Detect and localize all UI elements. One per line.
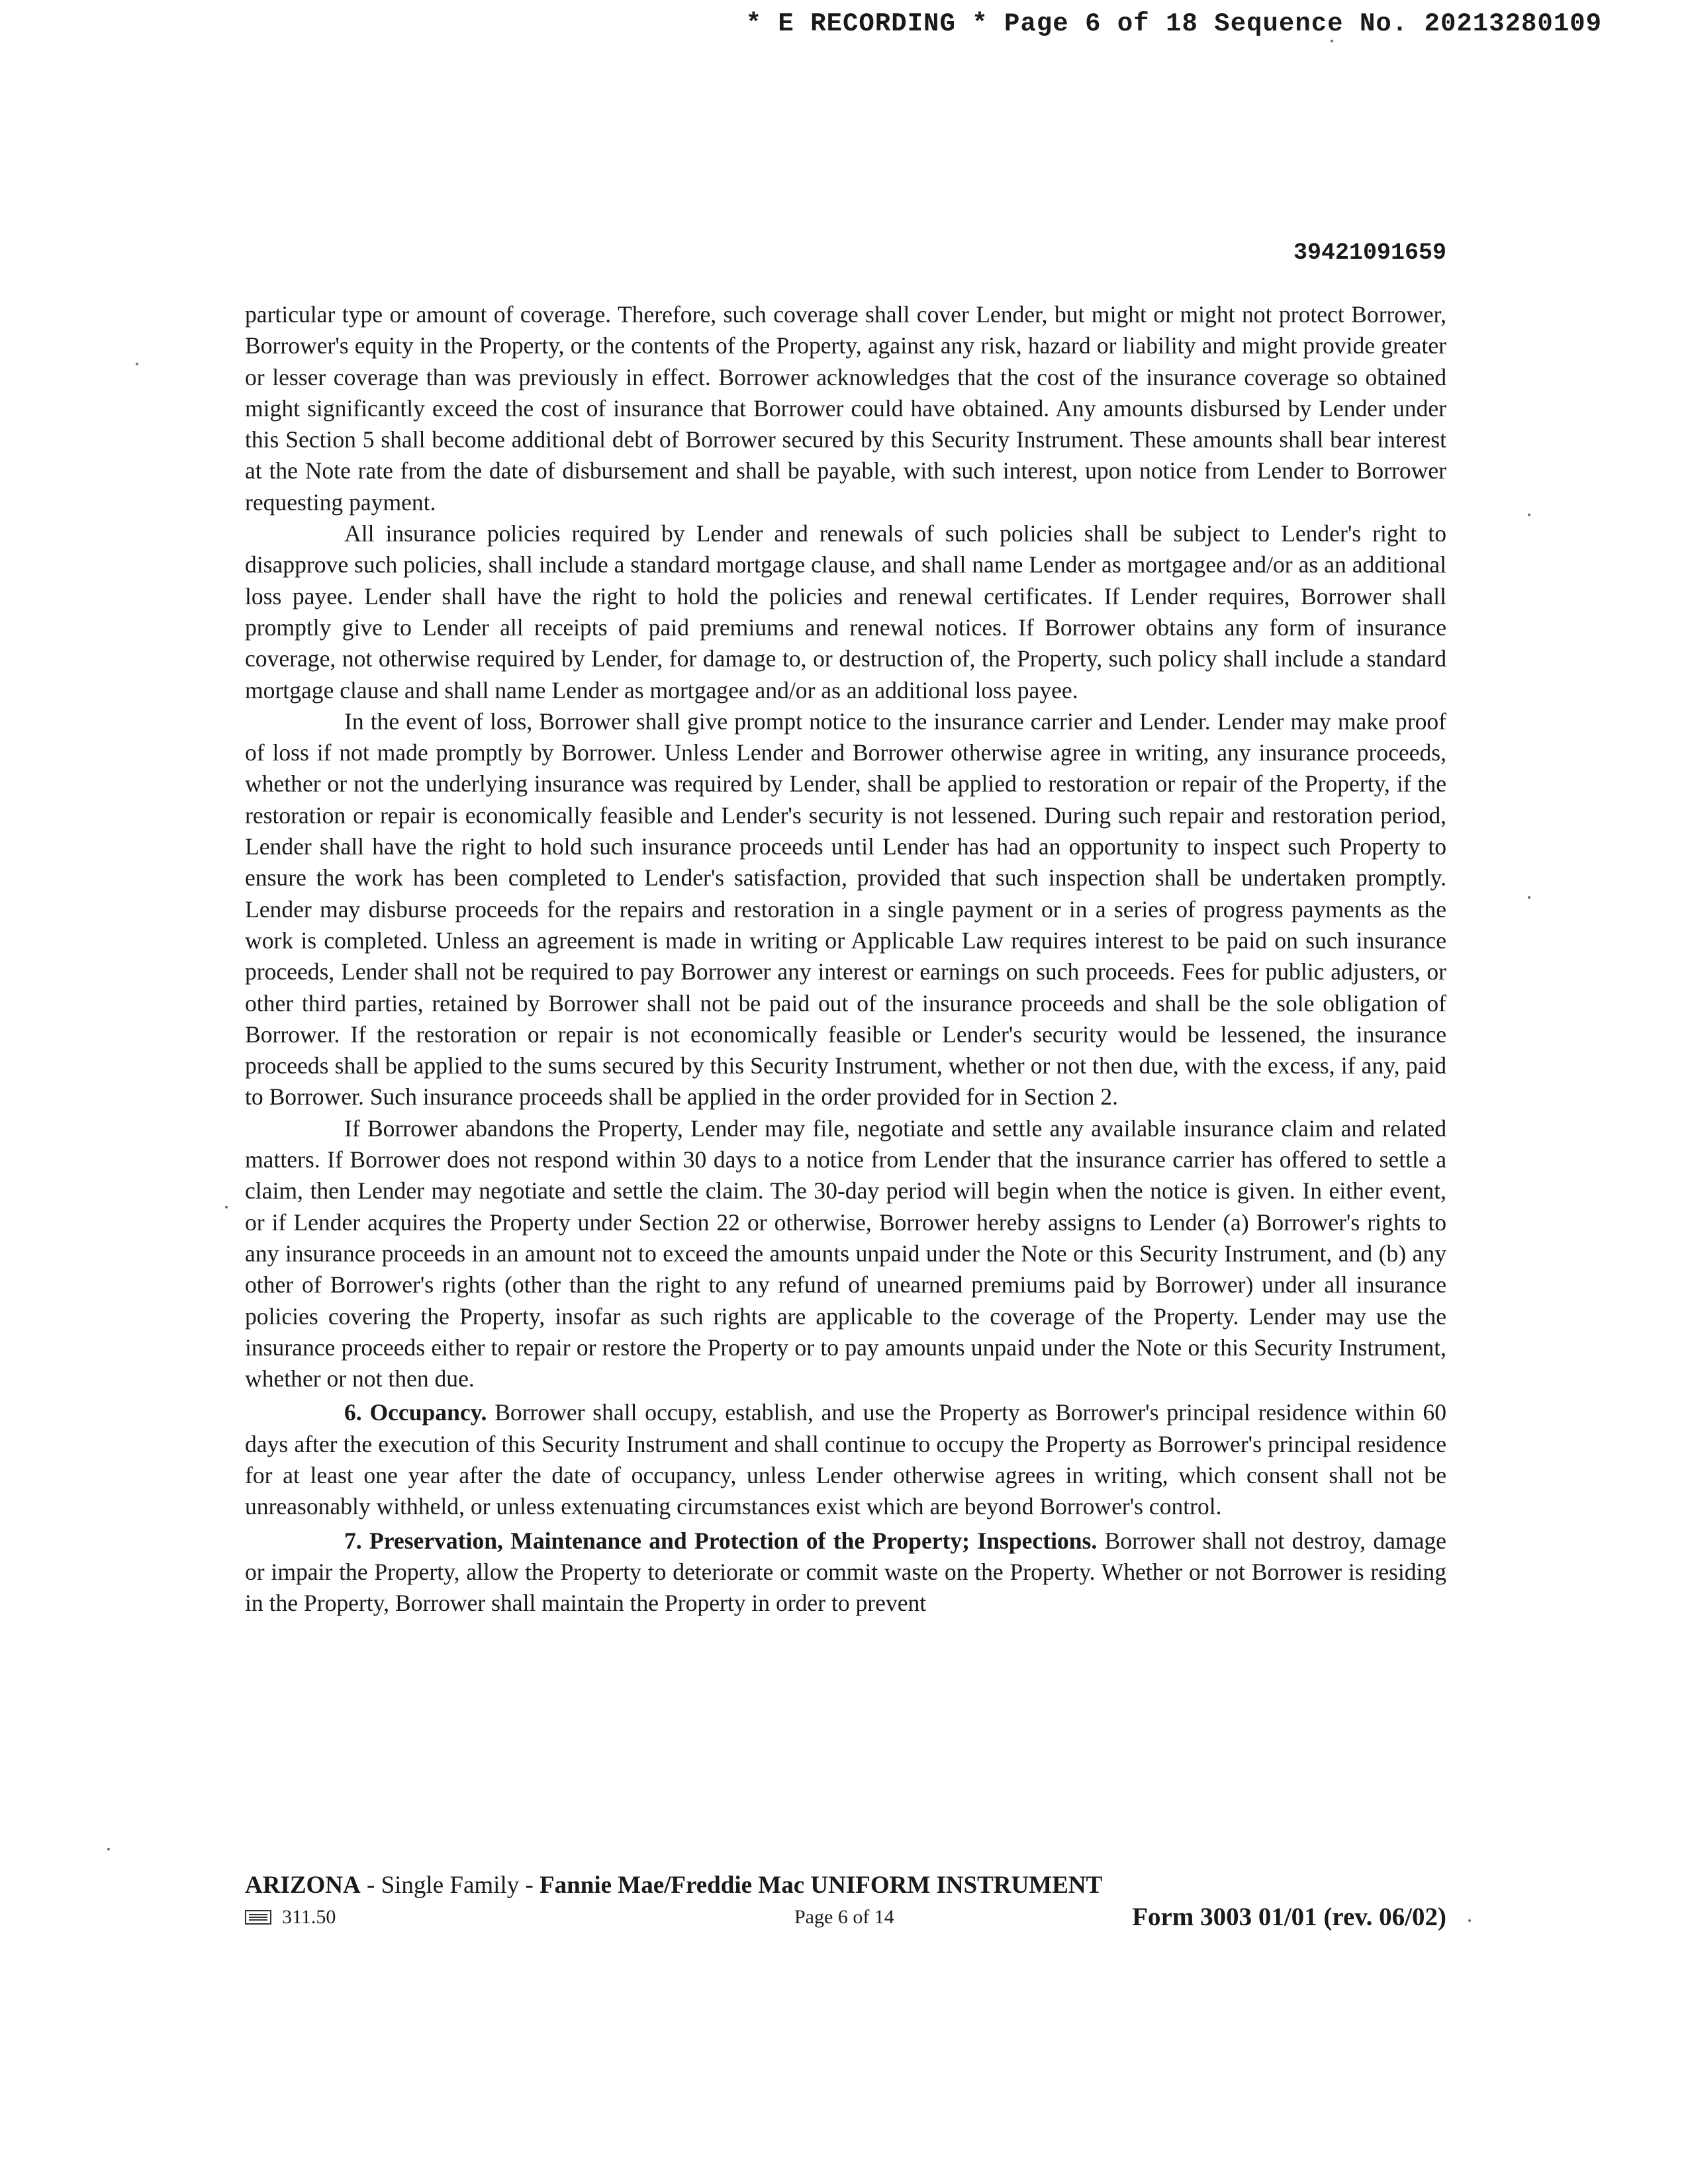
- footer-separator: -: [360, 1872, 381, 1899]
- footer-instrument: Fannie Mae/Freddie Mac UNIFORM INSTRUMENT: [539, 1872, 1103, 1899]
- footer-state: ARIZONA: [245, 1872, 361, 1899]
- footer-family: Single Family: [381, 1872, 520, 1899]
- ellie-mae-logo-icon: [245, 1909, 271, 1925]
- section-6-heading: 6. Occupancy.: [344, 1399, 487, 1426]
- paragraph-abandonment: If Borrower abandons the Property, Lender may file, negotiate and settle any available insurance claim and related matters. If Borrower does not respond within 30 days to a notice from Lender that the insurance carrier has offered to settle a claim, then Lender may negotiate and settle the claim. The 30-day period will begin when the notice is given. In either event, or if Lender acquires the Property under Section 22 or otherwise, Borrower hereby assigns to Lender (a) Borrower's rights to any insurance proceeds in an amount not to exceed the amounts unpaid under the Note or this Security Instrument, and (b) any other of Borrower's rights (other than the right to any refund of unearned premiums paid by Borrower) under all insurance policies covering the Property, insofar as such rights are applicable to the coverage of the Property. Lender may use the insurance proceeds either to repair or restore the Property or to pay amounts unpaid under the Note or this Security Instrument, whether or not then due.: [245, 1115, 1446, 1392]
- section-6-text: Borrower shall occupy, establish, and use the Property as Borrower's principal residence within 60 days after the execution of this Security Instrument and shall continue to occupy the Property as Borrower's principal residence for at least one year after the date of occupancy, unless Lender otherwise agrees in writing, which consent shall not be unreasonably withheld, or unless extenuating circumstances exist which are beyond Borrower's control.: [245, 1399, 1446, 1520]
- paragraph-event-of-loss: In the event of loss, Borrower shall give prompt notice to the insurance carrier and Lender. Lender may make proof of loss if not made promptly by Borrower. Unless Lender and Borrower otherwise agree in writing, any insurance proceeds, whether or not the underlying insurance was required by Lender, shall be applied to restoration or repair of the Property, if the restoration or repair is economically feasible and Lender's security is not lessened. During such repair and restoration period, Lender shall have the right to hold such insurance proceeds until Lender has had an opportunity to inspect such Property to ensure the work has been completed to Lender's satisfaction, provided that such inspection shall be undertaken promptly. Lender may disburse proceeds for the repairs and restoration in a single payment or in a series of progress payments as the work is completed. Unless an agreement is made in writing or Applicable Law requires interest to be paid on such insurance proceeds, Lender shall not be required to pay Borrower any interest or earnings on such proceeds. Fees for public adjusters, or other third parties, retained by Borrower shall not be paid out of the insurance proceeds and shall be the sole obligation of Borrower. If the restoration or repair is not economically feasible or Lender's security would be lessened, the insurance proceeds shall be applied to the sums secured by this Security Instrument, whether or not then due, with the excess, if any, paid to Borrower. Such insurance proceeds shall be applied in the order provided for in Section 2.: [245, 707, 1446, 1111]
- scan-speck: [1331, 40, 1333, 42]
- section-7-preservation: [245, 1525, 1446, 1619]
- scan-speck: [1528, 514, 1530, 516]
- scan-speck: [225, 1206, 228, 1208]
- scan-speck: [136, 363, 138, 365]
- paragraph-insurance-coverage: particular type or amount of coverage. Therefore, such coverage shall cover Lender, but might or might not protect Borrower, Borrower's equity in the Property, or the contents of the Property, against any risk, hazard or liability and might provide greater or lesser coverage than was previously in effect. Borrower acknowledges that the cost of the insurance coverage so obtained might significantly exceed the cost of insurance that Borrower could have obtained. Any amounts disbursed by Lender under this Section 5 shall become additional debt of Borrower secured by this Security Instrument. These amounts shall bear interest at the Note rate from the date of disbursement and shall be payable, with such interest, upon notice from Lender to Borrower requesting payment.: [245, 301, 1446, 516]
- footer-separator: -: [519, 1872, 540, 1899]
- footer-form-code: [245, 1906, 336, 1929]
- recording-stamp: * E RECORDING * Page 6 of 18 Sequence No. 20213280109: [745, 9, 1602, 38]
- footer-instrument-line: [245, 1870, 1446, 1901]
- scan-speck: [1528, 896, 1530, 899]
- section-7-text: Borrower shall not destroy, damage or impair the Property, allow the Property to deteriorate or commit waste on the Property. Whether or not Borrower is residing in the Property, Borrower shall maintain the Property in order to prevent: [245, 1527, 1446, 1617]
- page-footer: [245, 1870, 1446, 1934]
- footer-form-id: Form 3003 01/01 (rev. 06/02): [1132, 1903, 1446, 1931]
- form-code-text: 311.50: [282, 1906, 336, 1928]
- paragraph-insurance-policies: All insurance policies required by Lender and renewals of such policies shall be subject to Lender's right to disapprove such policies, shall include a standard mortgage clause, and shall name Lender as mortgagee and/or as an additional loss payee. Lender shall have the right to hold the policies and renewal certificates. If Lender requires, Borrower shall promptly give to Lender all receipts of paid premiums and renewal notices. If Borrower obtains any form of insurance coverage, not otherwise required by Lender, for damage to, or destruction of, the Property, such policy shall include a standard mortgage clause and shall name Lender as mortgagee and/or as an additional loss payee.: [245, 520, 1446, 704]
- scan-speck: [1468, 1919, 1471, 1922]
- document-body: [245, 299, 1446, 1619]
- section-6-occupancy: [245, 1397, 1446, 1522]
- loan-number: 39421091659: [1293, 240, 1446, 266]
- footer-page-number: Page 6 of 14: [794, 1906, 894, 1928]
- section-7-heading: 7. Preservation, Maintenance and Protection of the Property; Inspections.: [344, 1527, 1098, 1554]
- scan-speck: [107, 1848, 110, 1850]
